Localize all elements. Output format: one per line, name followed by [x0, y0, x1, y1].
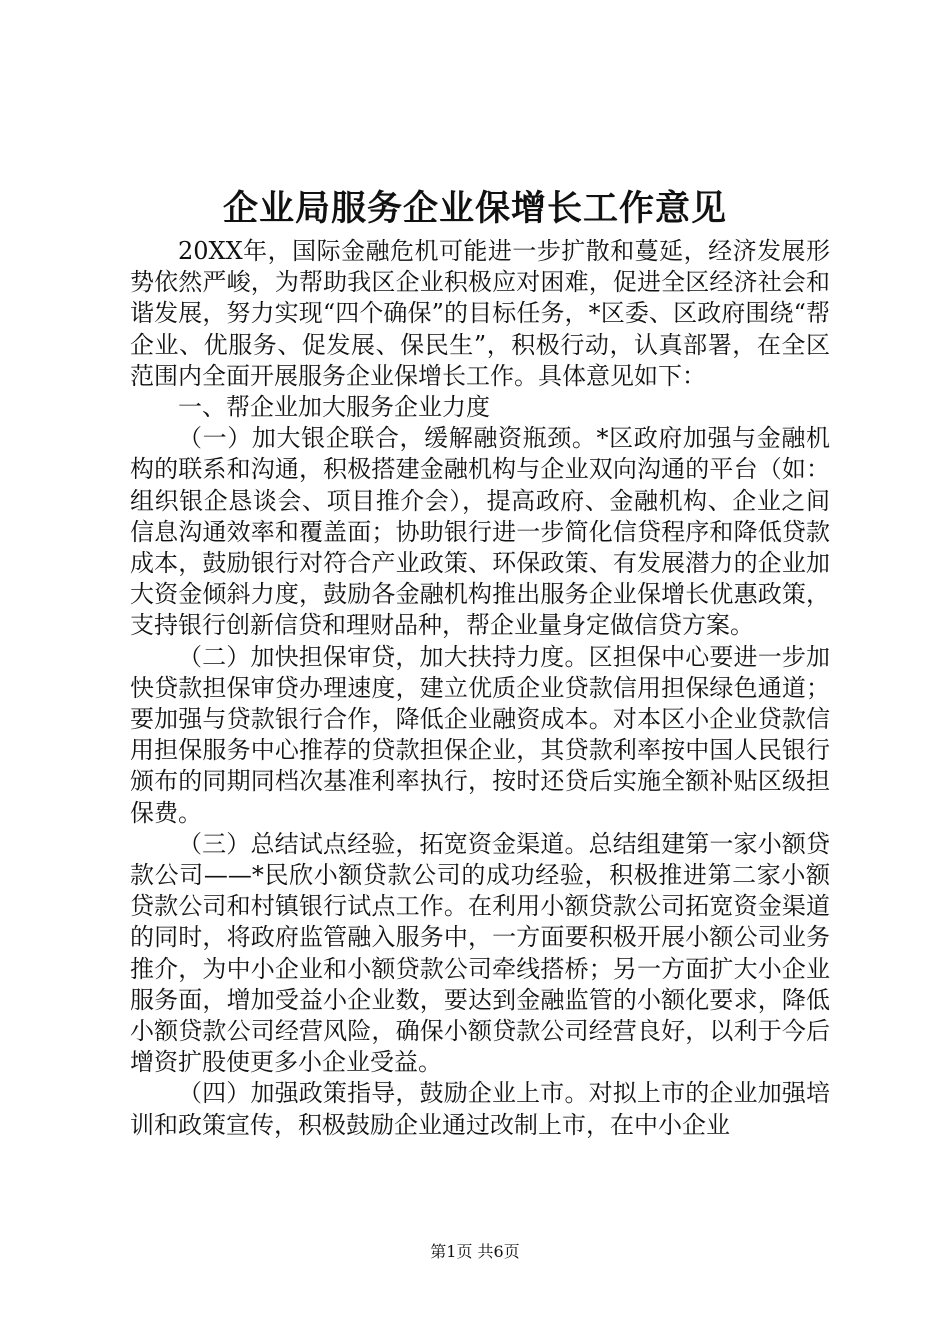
paragraph-item-3: （三）总结试点经验，拓宽资金渠道。总结组建第一家小额贷款公司——*民欣小额贷款公司的成功经验，积极推进第二家小额贷款公司和村镇银行试点工作。在利用小额贷款公司拓宽资金渠道的同时，将政府监管融入服务中，一方面要积极开展小额公司业务推介，为中小企业和小额贷款公司牵线搭桥；另一方面扩大小企业服务面，增加受益小企业数，要达到金融监管的小额化要求，降低小额贷款公司经营风险，确保小额贷款公司经营良好，以利于今后增资扩股使更多小企业受益。	[130, 829, 830, 1077]
paragraph-item-2: （二）加快担保审贷，加大扶持力度。区担保中心要进一步加快贷款担保审贷办理速度，建立优质企业贷款信用担保绿色通道；要加强与贷款银行合作，降低企业融资成本。对本区小企业贷款信用担保服务中心推荐的贷款担保企业，其贷款利率按中国人民银行颁布的同期同档次基准利率执行，按时还贷后实施全额补贴区级担保费。	[130, 642, 830, 827]
paragraph-item-4: （四）加强政策指导，鼓励企业上市。对拟上市的企业加强培训和政策宣传，积极鼓励企业通过改制上市，在中小企业	[130, 1079, 830, 1139]
document-title: 企业局服务企业保增长工作意见	[222, 188, 727, 229]
page-number-footer: 第1页 共6页	[430, 1242, 520, 1261]
intro-paragraph: 20XX年，国际金融危机可能进一步扩散和蔓延，经济发展形势依然严峻，为帮助我区企业积极应对困难，促进全区经济社会和谐发展，努力实现“四个确保”的目标任务，*区委、区政府围绕“帮企业、优服务、促发展、保民生”，积极行动，认真部署，在全区范围内全面开展服务企业保增长工作。具体意见如下：	[130, 237, 830, 390]
paragraph-item-1: （一）加大银企联合，缓解融资瓶颈。*区政府加强与金融机构的联系和沟通，积极搭建金融机构与企业双向沟通的平台（如：组织银企恳谈会、项目推介会），提高政府、金融机构、企业之间信息沟通效率和覆盖面；协助银行进一步简化信贷程序和降低贷款成本，鼓励银行对符合产业政策、环保政策、有发展潜力的企业加大资金倾斜力度，鼓励各金融机构推出服务企业保增长优惠政策，支持银行创新信贷和理财品种，帮企业量身定做信贷方案。	[130, 424, 830, 640]
document-body	[130, 236, 830, 1141]
section-heading-1: 一、帮企业加大服务企业力度	[178, 393, 490, 422]
